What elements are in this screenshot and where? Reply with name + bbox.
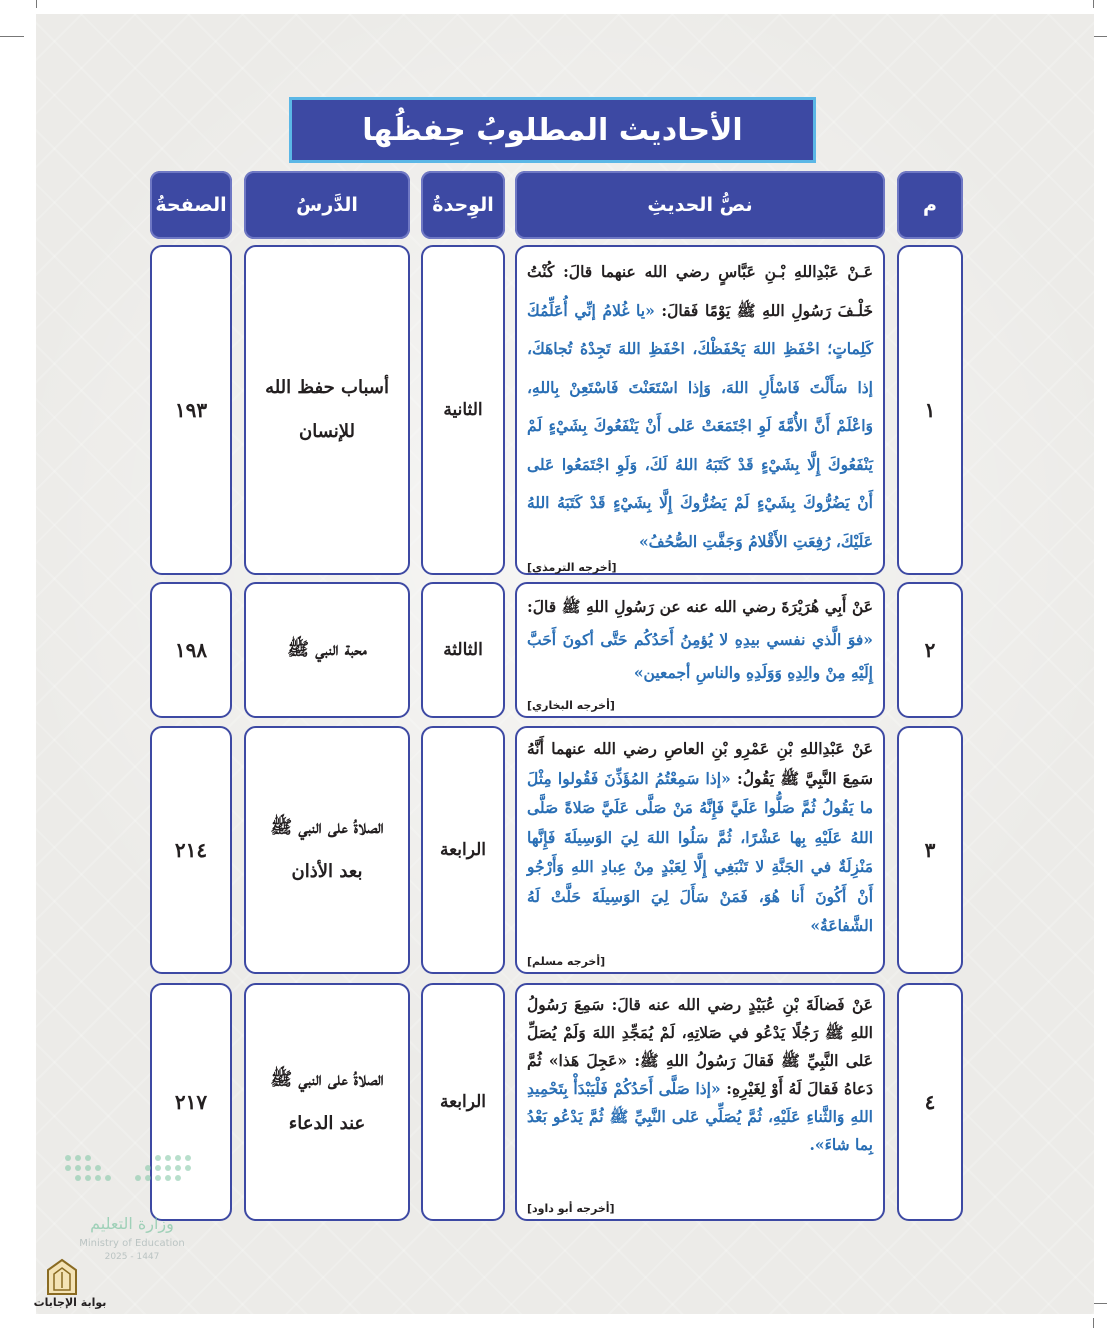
lesson-line: الصلاةُ على النبي ﷺ	[270, 817, 384, 838]
hadith-quote: «إذا سَمِعْتُمُ المُؤَذِّنَ فَقُولوا مِثْلَ ما يَقُولُ ثُمَّ صَلُّوا عَلَيَّ فَإِنَّهُ مَنْ صَلَّى عَلَيَّ صَلاةً صَلَّى اللهُ عَلَيْهِ بِها عَشْرًا، ثُمَّ سَلُوا اللهَ لِيَ الوَسِيلَةَ فَإِنَّها مَنْزِلَةٌ في الجَنَّةِ لا تَنْبَغِي إِلَّا لِعَبْدٍ مِنْ عِبادِ اللهِ وَأَرْجُو أَنْ أَكُونَ أَنا هُوَ، فَمَنْ سَأَلَ لِيَ الوَسِيلَةَ حَلَّتْ لَهُ الشَّفاعَةُ»	[527, 768, 873, 935]
hadith-text	[527, 991, 873, 1159]
hadith-text	[527, 734, 873, 941]
site-logo-icon	[42, 1258, 82, 1298]
hadith-cell	[515, 245, 885, 575]
lesson-line: عند الدعاء	[288, 1113, 366, 1134]
header-lesson: الدَّرسُ	[244, 171, 410, 239]
ministry-watermark	[33, 1150, 208, 1310]
unit-cell: الرابعة	[421, 726, 505, 974]
lesson-line: للإنسان	[299, 421, 355, 442]
hadith-source: [أخرجه مسلم]	[527, 955, 606, 968]
unit-cell: الرابعة	[421, 983, 505, 1221]
hadith-quote: «فوَ الَّذي نفسي بيدِهِ لا يُؤمِنُ أَحَدُكُم حَتَّى أكونَ أَحَبَّ إِلَيْهِ مِنْ والِدِهِ وَوَلَدِهِ والناسِ أجمعين»	[527, 630, 873, 682]
hadith-intro: عَنْ عَبْدِاللهِ بْنِ عَمْرِو بْنِ العاصِ رضي الله عنهما أَنَّهُ سَمِعَ النَّبِيَّ ﷺ يَقُولُ:	[527, 739, 873, 788]
lesson-cell	[244, 983, 410, 1221]
unit-cell: الثانية	[421, 245, 505, 575]
row-index: ٢	[897, 582, 963, 718]
lesson-line: الصلاةُ على النبي ﷺ	[270, 1069, 384, 1090]
hadith-quote: «يا غُلامُ إنِّي أُعَلِّمُكَ كَلِماتٍ؛ احْفَظِ اللهَ يَحْفَظْكَ، احْفَظِ اللهَ تَجِدْهُ تُجاهَكَ، إذا سَأَلْتَ فَاسْأَلِ اللهَ، وَإذا اسْتَعَنْتَ فَاسْتَعِنْ بِاللهِ، وَاعْلَمْ أَنَّ الأُمَّةَ لَوِ اجْتَمَعَتْ عَلى أَنْ يَنْفَعُوكَ بِشَيْءٍ لَمْ يَنْفَعُوكَ إِلَّا بِشَيْءٍ قَدْ كَتَبَهُ اللهُ لَكَ، وَلَوِ اجْتَمَعُوا عَلى أَنْ يَضُرُّوكَ بِشَيْءٍ لَمْ يَضُرُّوكَ إِلَّا بِشَيْءٍ قَدْ كَتَبَهُ اللهُ عَلَيْكَ، رُفِعَتِ الأَقْلامُ وَجَفَّتِ الصُّحُفُ»	[527, 300, 873, 551]
hadith-source: [أخرجه أبو داود]	[527, 1202, 615, 1215]
row-index: ١	[897, 245, 963, 575]
row-index: ٣	[897, 726, 963, 974]
ministry-year: 2025 - 1447	[104, 1252, 160, 1262]
hadith-text	[527, 590, 873, 689]
crop-mark	[0, 36, 24, 37]
ministry-logo-dots-icon	[58, 1150, 208, 1210]
site-name: بوابة الإجابات	[33, 1296, 107, 1309]
lesson-line: بعد الأذان	[291, 861, 363, 882]
crop-mark	[36, 0, 37, 8]
hadith-quote: «إذا صَلَّى أَحَدُكُمْ فَلْيَبْدَأْ بِتَحْمِيدِ اللهِ وَالثَّناءِ عَلَيْهِ، ثُمَّ يُصَلِّي عَلى النَّبِيِّ ﷺ ثُمَّ يَدْعُو بَعْدُ بِما شاءَ».	[527, 1079, 873, 1154]
hadith-intro: عَـنْ عَبْدِاللهِ بْـنِ عَبَّاسٍ رضي الله عنهما قالَ: كُنْتُ خَلْـفَ رَسُولِ اللهِ ﷺ يَوْمًا فَقالَ:	[527, 262, 873, 320]
header-hadith-text: نصُّ الحديثِ	[515, 171, 885, 239]
unit-cell: الثالثة	[421, 582, 505, 718]
lesson-cell	[244, 582, 410, 718]
hadith-cell	[515, 983, 885, 1221]
header-index: م	[897, 171, 963, 239]
hadith-intro: عَنْ فَضالَةَ بْنِ عُبَيْدٍ رضي الله عنه قالَ: سَمِعَ رَسُولُ اللهِ ﷺ رَجُلًا يَدْعُو في صَلاتِهِ، لَمْ يُمَجِّدِ اللهَ وَلَمْ يُصَلِّ عَلى النَّبِيِّ ﷺ فَقالَ رَسُولُ اللهِ ﷺ: «عَجِلَ هَذا» ثُمَّ دَعاهُ فَقالَ لَهُ أَوْ لِغَيْرِهِ:	[527, 995, 873, 1098]
lesson-cell	[244, 726, 410, 974]
hadith-source: [أخرجه البخاري]	[527, 699, 615, 712]
page-number: ١٩٨	[150, 582, 232, 718]
hadith-cell	[515, 582, 885, 718]
header-page: الصفحةُ	[150, 171, 232, 239]
page-number: ١٩٣	[150, 245, 232, 575]
page-number: ٢١٤	[150, 726, 232, 974]
hadith-text	[527, 253, 873, 561]
ministry-name-ar: وزارة التعليم	[90, 1214, 174, 1233]
crop-mark	[1093, 1318, 1094, 1328]
lesson-line: محبة النبي ﷺ	[287, 639, 367, 660]
page-number: ٢١٧	[150, 983, 232, 1221]
lesson-cell	[244, 245, 410, 575]
hadith-intro: عَنْ أَبِي هُرَيْرَةَ رضي الله عنه عن رَسُولِ اللهِ ﷺ قالَ:	[527, 597, 873, 616]
lesson-line: أسباب حفظ الله	[265, 377, 389, 398]
page-title: الأحاديث المطلوبُ حِفظُها	[289, 97, 816, 163]
crop-mark	[1093, 0, 1094, 8]
hadith-source: [أخرجه الترمذي]	[527, 561, 617, 574]
row-index: ٤	[897, 983, 963, 1221]
hadith-cell	[515, 726, 885, 974]
header-unit: الوِحدةُ	[421, 171, 505, 239]
ministry-name-en: Ministry of Education	[79, 1238, 185, 1249]
